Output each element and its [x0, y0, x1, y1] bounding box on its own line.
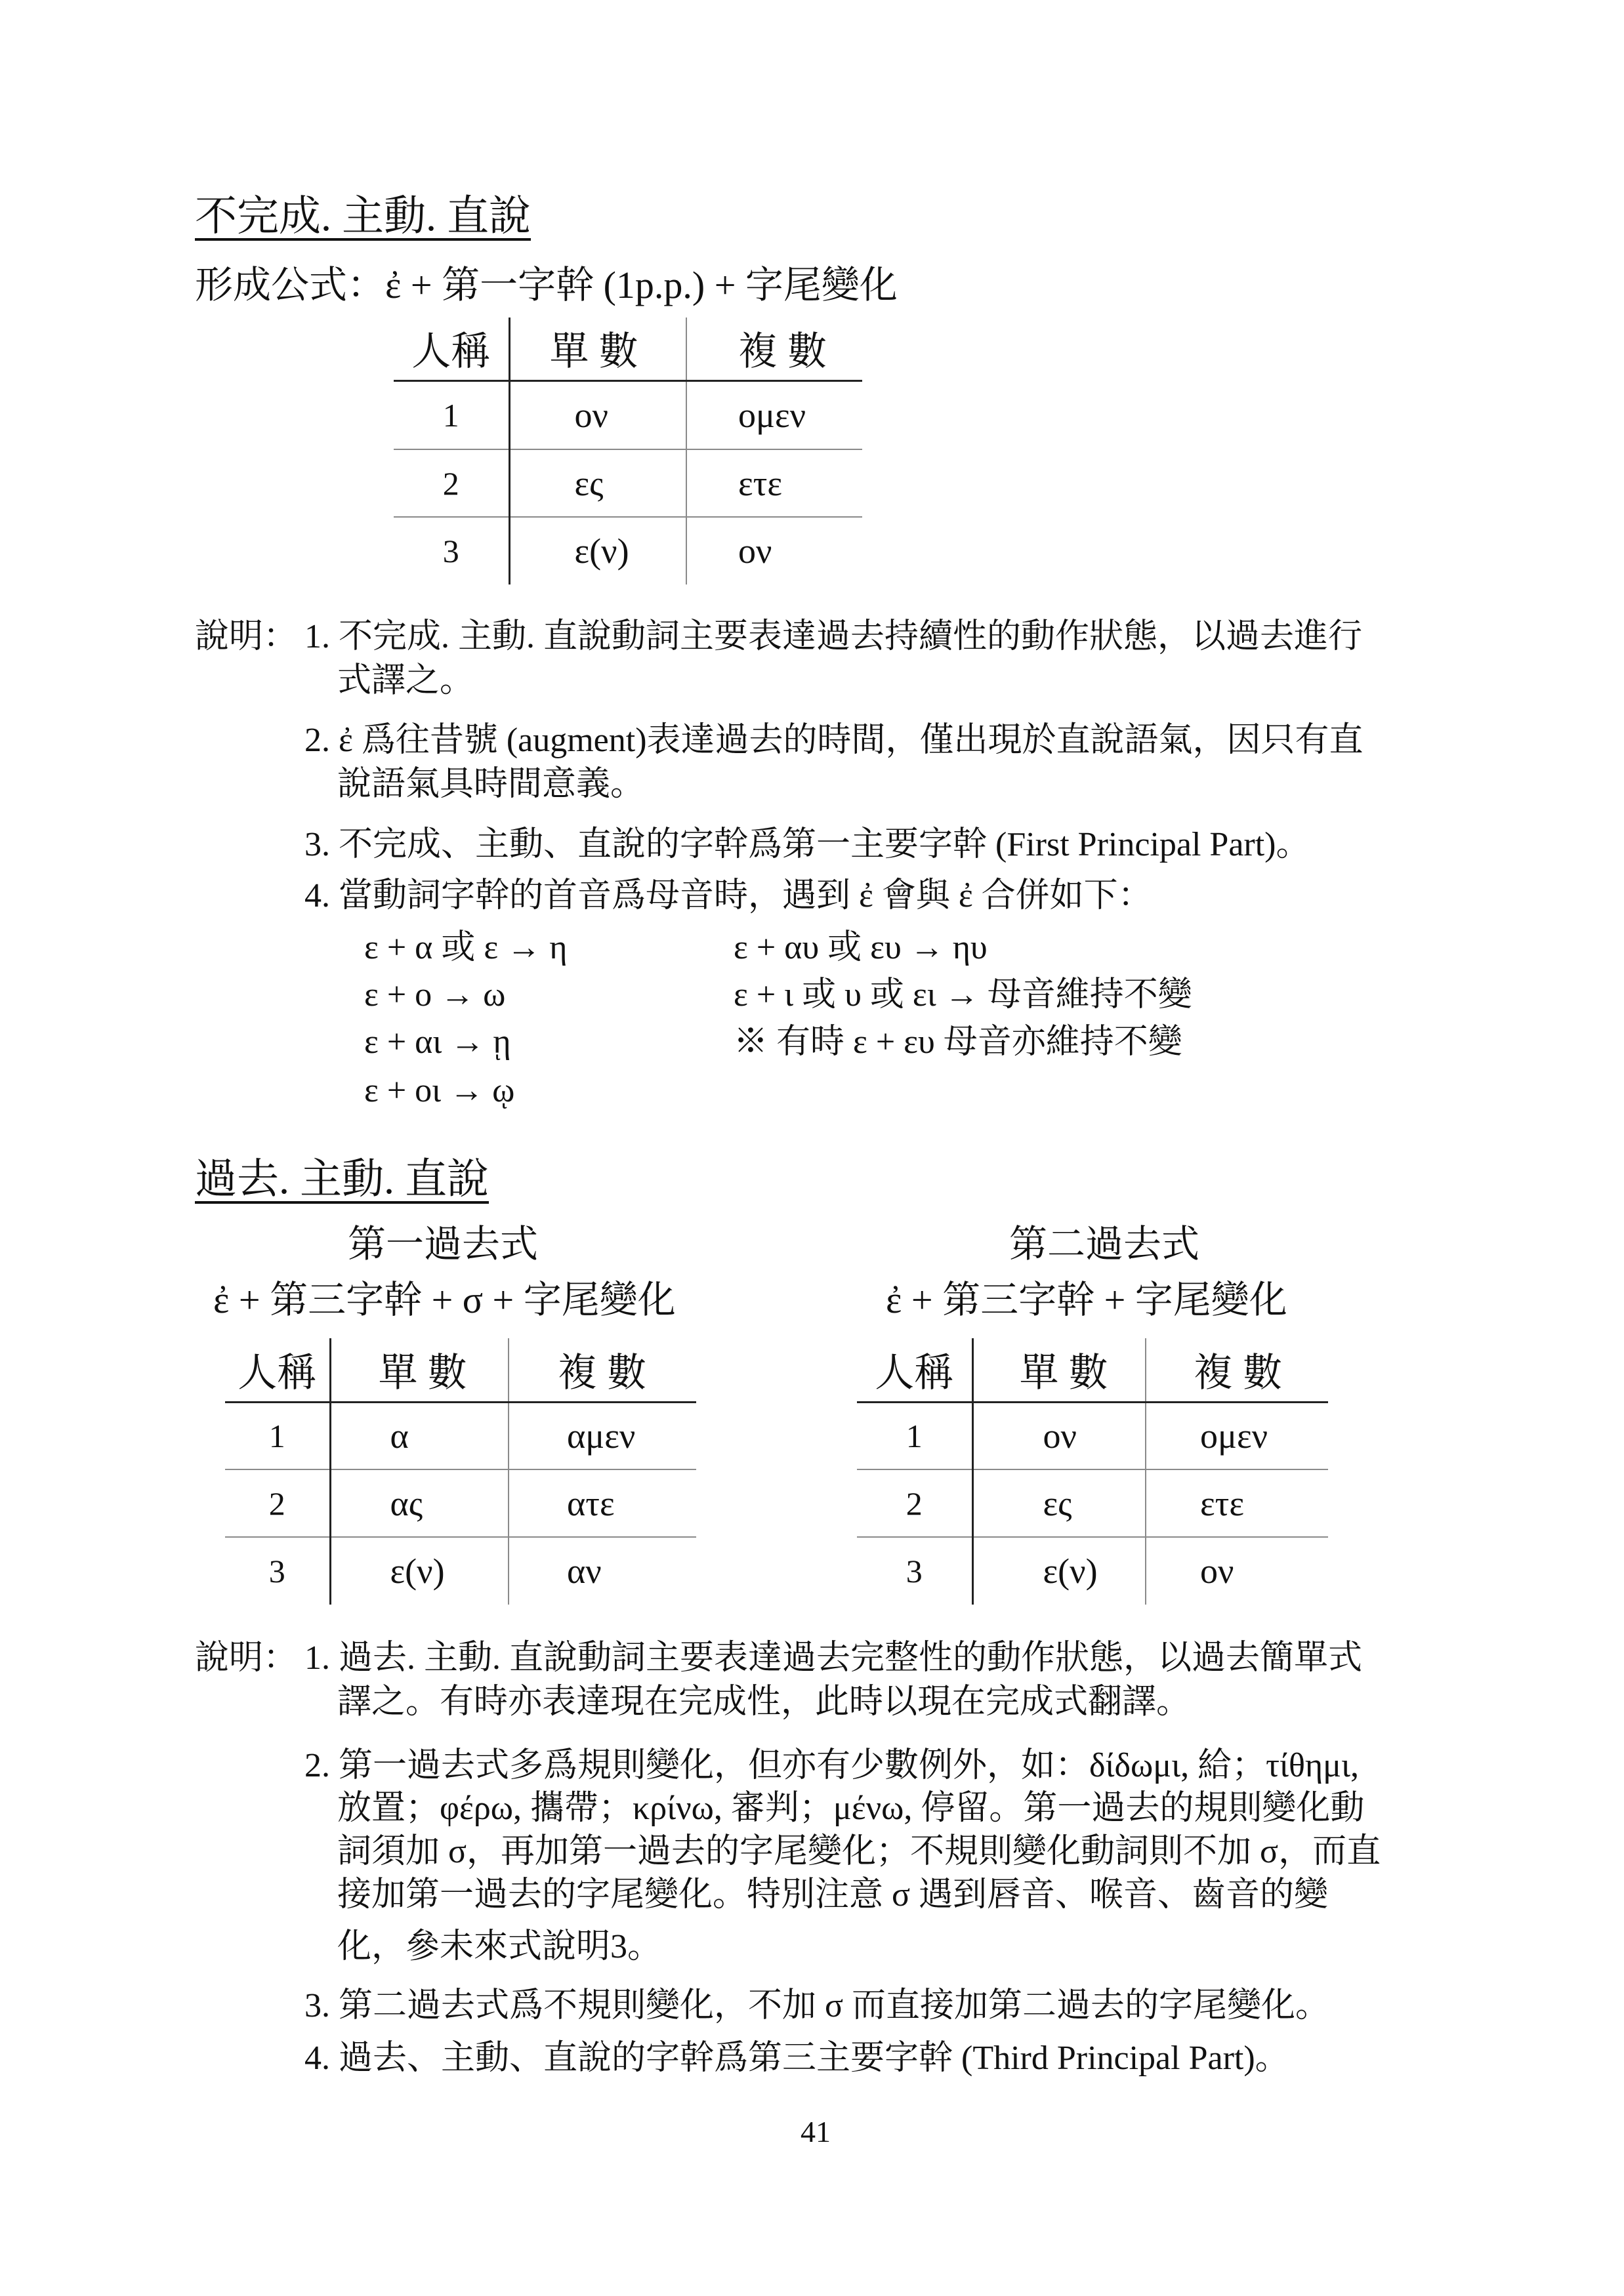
singular-cell: ε(ν) — [509, 517, 686, 584]
notes-prefix: 說明： — [195, 618, 298, 655]
header-plural: 複 數 — [509, 1338, 696, 1402]
person-cell: 2 — [394, 449, 509, 517]
plural-cell: ον — [738, 531, 772, 571]
table-row — [225, 1402, 696, 1469]
note-3: 3. 第二過去式爲不規則變化，不加 σ 而直接加第二過去的字尾變化。 — [304, 1987, 1330, 2024]
contraction-rule: ε + ι 或 υ 或 ει → 母音維持不變 — [734, 976, 1192, 1014]
note-2-line-3: 詞須加 σ，再加第一過去的字尾變化；不規則變化動詞則不加 σ，而直 — [337, 1833, 1381, 1870]
plural-cell: ετε — [686, 449, 862, 517]
note-1-line-1: 1. 過去. 主動. 直說動詞主要表達過去完整性的動作狀態，以過去簡單式 — [304, 1639, 1363, 1677]
header-plural: 複 數 — [686, 318, 862, 380]
singular-cell: ε(ν) — [330, 1537, 509, 1605]
header-singular: 單 數 — [509, 318, 686, 380]
header-plural: 複 數 — [1146, 1338, 1328, 1402]
note-2-line-2: 放置；φέρω, 攜帶；κρίνω, 審判；μένω, 停留。第一過去的規則變化動 — [337, 1790, 1365, 1827]
page-number: 41 — [801, 2115, 831, 2148]
contraction-rule: ε + α 或 ε → η — [364, 929, 568, 966]
contraction-rule: ε + αι → ῃ — [364, 1023, 511, 1061]
person-cell: 2 — [225, 1469, 330, 1537]
note-1-line-2: 式譯之。 — [337, 662, 474, 699]
header-singular: 單 數 — [330, 1338, 509, 1402]
table-row — [857, 1537, 1328, 1605]
note-2-line-1: 2. 第一過去式多爲規則變化，但亦有少數例外，如：δίδωμι, 給；τίθημι, — [304, 1747, 1359, 1784]
singular-cell: ον — [972, 1402, 1146, 1469]
table-header-row — [394, 318, 862, 380]
plural-cell: αμεν — [509, 1402, 696, 1469]
plural-cell: αν — [567, 1551, 602, 1591]
first-aorist-table — [225, 1338, 696, 1605]
person-cell: 3 — [225, 1537, 330, 1605]
singular-cell: ες — [509, 449, 686, 517]
contraction-note: ※ 有時 ε + ευ 母音亦維持不變 — [734, 1023, 1182, 1061]
aorist-title: 過去. 主動. 直說 — [195, 1156, 489, 1202]
table-row — [225, 1469, 696, 1537]
note-4: 4. 當動詞字幹的首音爲母音時，遇到 ἐ 會與 ἐ 合併如下： — [304, 877, 1152, 914]
singular-cell: ε(ν) — [972, 1537, 1146, 1605]
table-row — [857, 1402, 1328, 1469]
note-1-line-2: 譯之。有時亦表達現在完成性，此時以現在完成式翻譯。 — [337, 1683, 1191, 1721]
plural-cell: ατε — [509, 1469, 696, 1537]
person-cell: 1 — [394, 380, 509, 449]
note-2-line-4: 接加第一過去的字尾變化。特別注意 σ 遇到唇音、喉音、齒音的變 — [337, 1876, 1329, 1914]
plural-cell: ομεν — [1146, 1402, 1328, 1469]
table-header-row — [225, 1338, 696, 1402]
note-3: 3. 不完成、主動、直說的字幹爲第一主要字幹 (First Principal Part)。 — [304, 826, 1310, 863]
second-aorist-table — [857, 1338, 1328, 1605]
singular-cell: ον — [509, 380, 686, 449]
table-row — [394, 449, 862, 517]
header-person: 人稱 — [857, 1338, 972, 1402]
person-cell: 1 — [857, 1402, 972, 1469]
contraction-rule: ε + οι → ῳ — [364, 1072, 515, 1109]
imperfect-title: 不完成. 主動. 直說 — [195, 193, 531, 239]
first-aorist-label: 第一過去式 — [348, 1223, 539, 1265]
singular-cell: ες — [972, 1469, 1146, 1537]
header-singular: 單 數 — [972, 1338, 1146, 1402]
first-aorist-formula: ἐ + 第三字幹 + σ + 字尾變化 — [213, 1279, 676, 1321]
person-cell: 3 — [857, 1537, 972, 1605]
imperfect-formula: 形成公式：ἐ + 第一字幹 (1p.p.) + 字尾變化 — [195, 264, 898, 306]
singular-cell: α — [330, 1402, 509, 1469]
table-row — [394, 380, 862, 449]
second-aorist-label: 第二過去式 — [1009, 1223, 1200, 1265]
table-header-row — [857, 1338, 1328, 1402]
plural-cell: ον — [1200, 1551, 1234, 1591]
person-cell: 1 — [225, 1402, 330, 1469]
notes-prefix: 說明： — [195, 1639, 298, 1677]
header-person: 人稱 — [394, 318, 509, 380]
second-aorist-formula: ἐ + 第三字幹 + 字尾變化 — [886, 1279, 1287, 1321]
person-cell: 2 — [857, 1469, 972, 1537]
person-cell: 3 — [394, 517, 509, 584]
note-2-line-1: 2. ἐ 爲往昔號 (augment)表達過去的時間，僅出現於直說語氣，因只有直 — [304, 722, 1364, 759]
note-2-line-2: 說語氣具時間意義。 — [337, 766, 645, 803]
singular-cell: ας — [330, 1469, 509, 1537]
table-row — [225, 1537, 696, 1605]
imperfect-table — [394, 318, 862, 584]
contraction-rule: ε + αυ 或 ευ → ηυ — [734, 929, 988, 966]
plural-cell: ομεν — [686, 380, 862, 449]
table-row — [857, 1469, 1328, 1537]
note-4: 4. 過去、主動、直說的字幹爲第三主要字幹 (Third Principal Part)。 — [304, 2040, 1289, 2077]
contraction-rule: ε + ο → ω — [364, 976, 506, 1014]
plural-cell: ετε — [1146, 1469, 1328, 1537]
header-person: 人稱 — [225, 1338, 330, 1402]
note-1-line-1: 1. 不完成. 主動. 直說動詞主要表達過去持續性的動作狀態，以過去進行 — [304, 618, 1363, 655]
table-row — [394, 517, 862, 584]
note-2-line-5: 化，參未來式說明3。 — [337, 1928, 662, 1965]
